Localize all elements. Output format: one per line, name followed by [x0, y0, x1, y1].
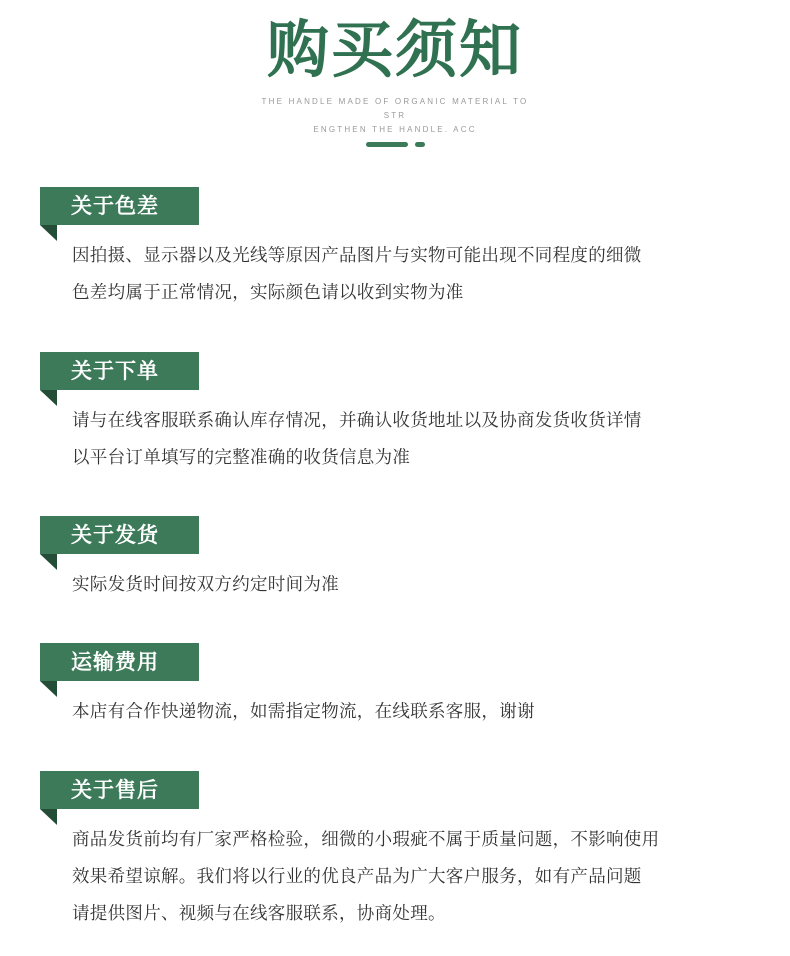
section-body: [40, 567, 740, 604]
section-heading-tag: [40, 352, 199, 390]
subtitle-line-2: ENGTHEN THE HANDLE. ACC: [313, 125, 477, 134]
section-heading: 关于发货: [71, 523, 159, 547]
body-line: 以平台订单填写的完整准确的收货信息为准: [72, 448, 411, 468]
body-line: 商品发货前均有厂家严格检验，细微的小瑕疵不属于质量问题，不影响使用: [72, 830, 660, 850]
section-body: [40, 694, 740, 731]
section-shipping: [40, 516, 740, 604]
body-line: 请与在线客服联系确认库存情况，并确认收货地址以及协商发货收货详情: [72, 411, 642, 431]
body-line: 实际发货时间按双方约定时间为准: [72, 575, 339, 595]
body-line: 请提供图片、视频与在线客服联系，协商处理。: [72, 904, 446, 924]
section-heading-tag: [40, 187, 199, 225]
section-ordering: [40, 352, 740, 477]
section-heading-tag: [40, 516, 199, 554]
section-heading-tag: [40, 643, 199, 681]
section-freight: [40, 643, 740, 731]
section-heading: 关于售后: [71, 778, 159, 802]
subtitle-line-1: THE HANDLE MADE OF ORGANIC MATERIAL TO STR: [261, 97, 529, 120]
body-line: 因拍摄、显示器以及光线等原因产品图片与实物可能出现不同程度的细微: [72, 246, 642, 266]
section-color-difference: [40, 187, 740, 312]
body-line: 色差均属于正常情况，实际颜色请以收到实物为准: [72, 283, 464, 303]
section-body: [40, 822, 740, 933]
section-body: [40, 403, 740, 477]
body-line: 本店有合作快递物流，如需指定物流，在线联系客服，谢谢: [72, 702, 535, 722]
section-after-sales: [40, 771, 740, 933]
section-body: [40, 238, 740, 312]
section-heading: 关于色差: [71, 194, 159, 218]
page-subtitle: [250, 95, 540, 137]
page-title: 购买须知: [266, 13, 523, 86]
section-heading: 关于下单: [71, 359, 159, 383]
section-heading: 运输费用: [71, 650, 159, 674]
title-divider-short: [415, 142, 425, 147]
title-divider-long: [366, 142, 408, 147]
section-heading-tag: [40, 771, 199, 809]
body-line: 效果希望谅解。我们将以行业的优良产品为广大客户服务，如有产品问题: [72, 867, 642, 887]
